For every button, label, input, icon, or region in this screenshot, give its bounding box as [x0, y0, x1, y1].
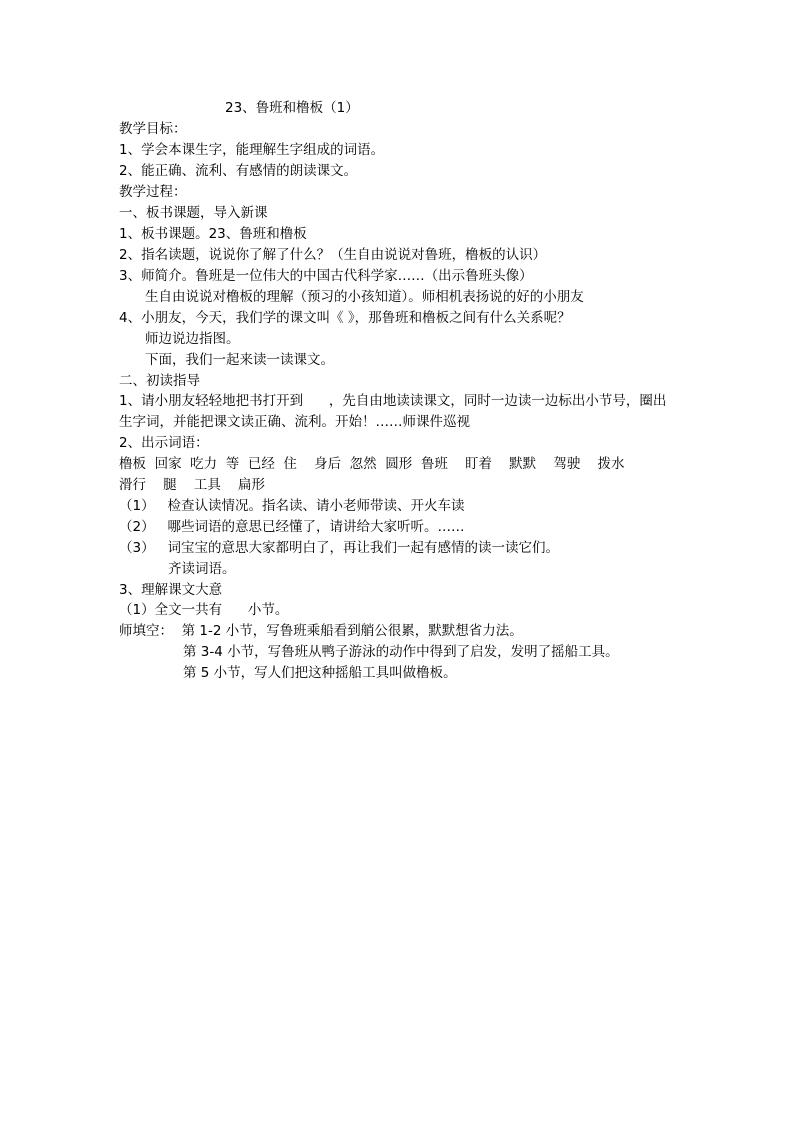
paragraph-line: 生自由说说对橹板的理解（预习的小孩知道）。师相机表扬说的好的小朋友 [145, 289, 584, 305]
vocabulary-list: 橹板 回家 吃力 等 已经 住 身后 忽然 圆形 鲁班 盯着 默默 驾驶 拨水 [119, 456, 625, 472]
paragraph-line: 1、请小朋友轻轻地把书打开到 ，先自由地读读课文，同时一边读一边标出小节号，圈出 [119, 393, 667, 409]
paragraph-line: 师边说边指图。 [145, 331, 240, 347]
part-heading: 二、初读指导 [119, 373, 200, 389]
fill-in-line: 第 3-4 小节，写鲁班从鸭子游泳的动作中得到了启发，发明了摇船工具。 [183, 644, 619, 660]
vocabulary-list: 滑行 腿 工具 扁形 [119, 477, 265, 493]
paragraph-line: 4、小朋友，今天，我们学的课文叫《 》，那鲁班和橹板之间有什么关系呢？ [119, 310, 571, 326]
section-heading-objectives: 教学目标： [119, 121, 187, 137]
numbered-step: （3） 词宝宝的意思大家都明白了，再让我们一起有感情的读一读它们。 [119, 540, 559, 556]
paragraph-line: 3、理解课文大意 [119, 582, 223, 598]
paragraph-line: 2、出示词语： [119, 435, 209, 451]
document-title: 23、鲁班和橹板（1） [225, 100, 359, 116]
section-heading-process: 教学过程： [119, 184, 187, 200]
fill-in-line: 师填空： 第 1-2 小节，写鲁班乘船看到艄公很累，默默想省力法。 [119, 623, 523, 639]
paragraph-line: 齐读词语。 [168, 561, 236, 577]
paragraph-line: 3、师简介。鲁班是一位伟大的中国古代科学家……（出示鲁班头像） [119, 268, 533, 284]
part-heading: 一、板书课题，导入新课 [119, 205, 268, 221]
objective-item: 1、学会本课生字，能理解生字组成的词语。 [119, 142, 385, 158]
paragraph-line: 1、板书课题。23、鲁班和橹板 [119, 226, 307, 242]
fill-in-line: 第 5 小节，写人们把这种摇船工具叫做橹板。 [183, 665, 457, 681]
paragraph-line: 生字词，并能把课文读正确、流利。开始！……师课件巡视 [119, 414, 470, 430]
paragraph-line: 下面，我们一起来读一读课文。 [145, 352, 334, 368]
objective-item: 2、能正确、流利、有感情的朗读课文。 [119, 163, 358, 179]
numbered-step: （2） 哪些词语的意思已经懂了，请讲给大家听听。…… [119, 519, 465, 535]
paragraph-line: （1）全文一共有 小节。 [119, 602, 289, 618]
paragraph-line: 2、指名读题，说说你了解了什么？（生自由说说对鲁班，橹板的认识） [119, 247, 547, 263]
numbered-step: （1） 检查认读情况。指名读、请小老师带读、开火车读 [119, 498, 465, 514]
